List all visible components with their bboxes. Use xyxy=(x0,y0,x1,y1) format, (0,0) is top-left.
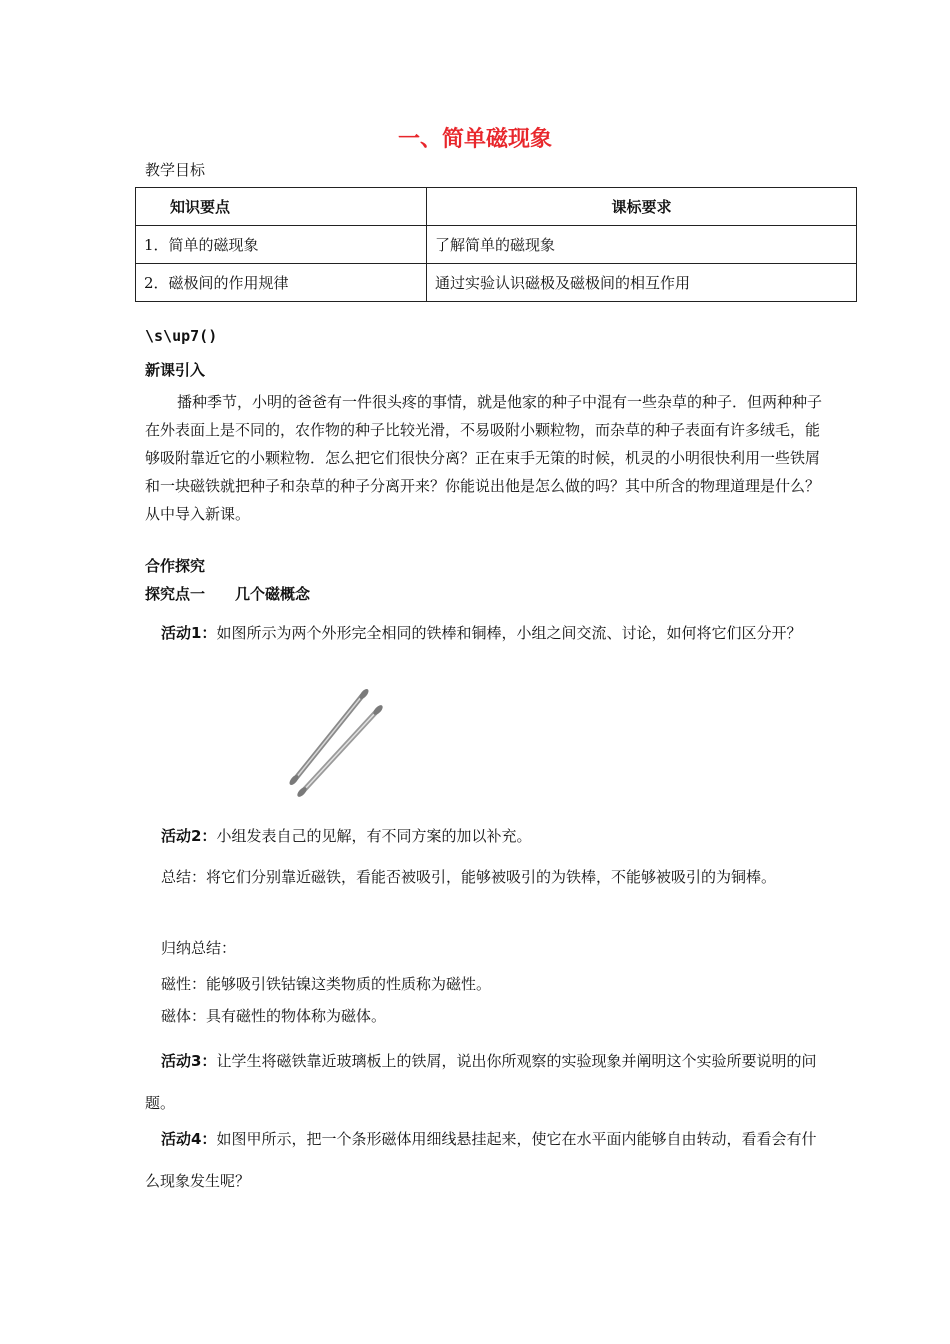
table-header-row xyxy=(136,188,857,226)
activity1-label: 活动1： xyxy=(161,624,217,642)
coop-heading: 合作探究 xyxy=(145,557,206,575)
table-cell: 2．磁极间的作用规律 xyxy=(136,264,427,302)
activity3-text: 让学生将磁铁靠近玻璃板上的铁屑，说出你所观察的实验现象并阐明这个实验所要说明的问题。 xyxy=(145,1052,817,1112)
activity4-text: 如图甲所示，把一个条形磁体用细线悬挂起来，使它在水平面内能够自由转动，看看会有什么现象发生呢？ xyxy=(145,1130,817,1190)
magnetism-definition: 磁性：能够吸引铁钴镍这类物质的性质称为磁性。 xyxy=(161,975,492,993)
activity2-paragraph xyxy=(161,826,531,846)
table-row xyxy=(136,264,857,302)
activity4-label: 活动4： xyxy=(161,1130,217,1148)
intro-paragraph: 播种季节，小明的爸爸有一件很头疼的事情，就是他家的种子中混有一些杂草的种子．但两种种子在外表面上是不同的，农作物的种子比较光滑，不易吸附小颗粒物，而杂草的种子表面有许多绒毛，能够吸附靠近它的小颗粒物．怎么把它们很快分离？正在束手无策的时候，机灵的小明很快利用一些铁屑和一块磁铁就把种子和杂草的种子分离开来？你能说出他是怎么做的吗？其中所含的物理道理是什么？从中导入新课。 xyxy=(145,393,823,523)
table-header-knowledge: 知识要点 xyxy=(136,188,427,226)
rods-illustration xyxy=(276,686,388,800)
intro-heading: 新课引入 xyxy=(145,361,206,379)
page-title: 一、简单磁现象 xyxy=(397,127,552,152)
activity1-text: 如图所示为两个外形完全相同的铁棒和铜棒，小组之间交流、讨论，如何将它们区分开？ xyxy=(216,624,802,642)
table-cell: 1．简单的磁现象 xyxy=(136,226,427,264)
point1-heading: 探究点一 几个磁概念 xyxy=(145,585,311,603)
magnet-definition: 磁体：具有磁性的物体称为磁体。 xyxy=(161,1007,387,1025)
field-code: \s\up7() xyxy=(145,327,218,345)
induction-heading: 归纳总结： xyxy=(161,939,237,957)
goals-table xyxy=(135,187,857,302)
goals-heading: 教学目标 xyxy=(145,161,206,179)
activity3-paragraph xyxy=(145,1040,825,1124)
activity2-text: 小组发表自己的见解，有不同方案的加以补充。 xyxy=(216,827,532,845)
table-row xyxy=(136,226,857,264)
activity3-label: 活动3： xyxy=(161,1052,217,1070)
activity2-label: 活动2： xyxy=(161,827,217,845)
activity1-paragraph xyxy=(145,612,825,654)
table-cell: 了解简单的磁现象 xyxy=(427,226,857,264)
activity4-paragraph xyxy=(145,1118,825,1202)
table-cell: 通过实验认识磁极及磁极间的相互作用 xyxy=(427,264,857,302)
summary-paragraph: 总结：将它们分别靠近磁铁，看能否被吸引，能够被吸引的为铁棒，不能够被吸引的为铜棒。 xyxy=(161,868,777,886)
rods-figure xyxy=(276,686,388,800)
table-header-requirement: 课标要求 xyxy=(427,188,857,226)
